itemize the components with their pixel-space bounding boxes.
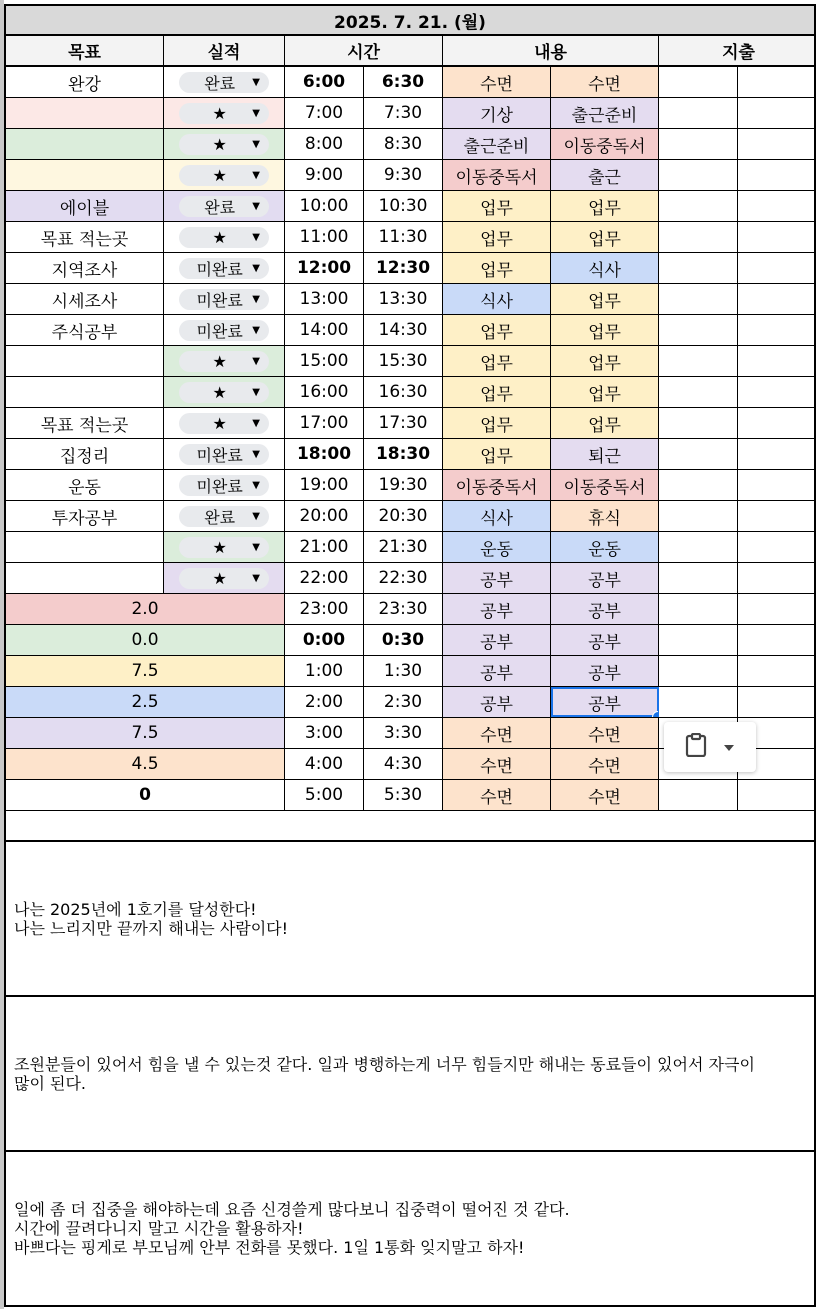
activity-cell[interactable]: 업무: [551, 408, 659, 438]
status-chip-label: 미완료: [196, 259, 243, 279]
expense-cell[interactable]: [659, 67, 738, 97]
status-chip-label: ★: [212, 413, 227, 433]
time-start-cell[interactable]: 9:00: [285, 160, 364, 190]
activity-cell[interactable]: 수면: [551, 718, 659, 748]
status-cell[interactable]: [164, 129, 285, 159]
expense-cell[interactable]: [738, 160, 818, 190]
activity-cell[interactable]: 이동중독서: [551, 129, 659, 159]
dropdown-arrow-icon: ▼: [252, 355, 260, 367]
date-title[interactable]: 2025. 7. 21. (월): [6, 4, 814, 36]
time-end-cell[interactable]: 17:30: [364, 408, 443, 438]
schedule-row: [6, 346, 814, 377]
expense-cell[interactable]: [659, 253, 738, 283]
activity-cell[interactable]: 업무: [551, 346, 659, 376]
activity-cell[interactable]: 업무: [443, 315, 551, 345]
time-end-cell[interactable]: 18:30: [364, 439, 443, 469]
status-cell[interactable]: [164, 98, 285, 128]
goal-cell[interactable]: 운동: [6, 470, 164, 500]
expense-cell[interactable]: [659, 532, 738, 562]
expense-cell[interactable]: [659, 346, 738, 376]
daily-planner-sheet: [4, 4, 816, 1307]
dropdown-arrow-icon: ▼: [252, 231, 260, 243]
expense-cell[interactable]: [738, 563, 818, 593]
expense-cell[interactable]: [659, 439, 738, 469]
status-chip-label: 완료: [204, 197, 236, 217]
schedule-row: [6, 67, 814, 98]
dropdown-arrow-icon: ▼: [252, 417, 260, 429]
expense-cell[interactable]: [738, 656, 818, 686]
status-chip-label: ★: [212, 227, 227, 247]
dropdown-arrow-icon: ▼: [252, 324, 260, 336]
schedule-row: [6, 160, 814, 191]
status-chip-label: ★: [212, 103, 227, 123]
status-chip-label: ★: [212, 165, 227, 185]
goal-cell[interactable]: 시세조사: [6, 284, 164, 314]
activity-cell[interactable]: 수면: [551, 67, 659, 97]
status-dropdown[interactable]: [179, 444, 269, 465]
time-start-cell[interactable]: 12:00: [285, 253, 364, 283]
time-end-cell[interactable]: 16:30: [364, 377, 443, 407]
activity-cell[interactable]: 업무: [551, 284, 659, 314]
status-dropdown[interactable]: [179, 320, 269, 341]
note-text-2: 조원분들이 있어서 힘을 낼 수 있는것 같다. 일과 병행하는게 너무 힘들지만 해내는 동료들이 있어서 자극이 많이 된다.: [14, 1054, 755, 1093]
status-cell[interactable]: [164, 222, 285, 252]
status-chip-label: ★: [212, 134, 227, 154]
total-value-cell[interactable]: 7.5: [6, 656, 285, 686]
expense-cell[interactable]: [659, 98, 738, 128]
time-end-cell[interactable]: 14:30: [364, 315, 443, 345]
activity-cell[interactable]: 공부: [551, 594, 659, 624]
expense-cell[interactable]: [738, 532, 818, 562]
dropdown-arrow-icon: ▼: [252, 510, 260, 522]
goal-cell[interactable]: [6, 532, 164, 562]
status-dropdown[interactable]: [179, 258, 269, 279]
chevron-down-icon: [723, 737, 735, 757]
note-text-3: 일에 좀 더 집중을 해야하는데 요즘 신경쓸게 많다보니 집중력이 떨어진 것 같다. 시간에 끌려다니지 말고 시간을 활용하자! 바쁘다는 핑게로 부모님께 안부 전화를 못했다. 1일 1통화 잊지말고 하자!: [14, 1200, 570, 1257]
status-chip-label: ★: [212, 568, 227, 588]
status-cell[interactable]: [164, 377, 285, 407]
note-cell-2[interactable]: [6, 997, 814, 1152]
time-end-cell[interactable]: 22:30: [364, 563, 443, 593]
goal-cell[interactable]: 에이블: [6, 191, 164, 221]
status-chip-label: 미완료: [196, 290, 243, 310]
time-end-cell[interactable]: 5:30: [364, 780, 443, 810]
status-dropdown[interactable]: [179, 72, 269, 93]
status-cell[interactable]: [164, 470, 285, 500]
status-dropdown[interactable]: [179, 103, 269, 124]
time-start-cell[interactable]: 14:00: [285, 315, 364, 345]
status-chip-label: 완료: [204, 507, 236, 527]
expense-cell[interactable]: [659, 191, 738, 221]
time-start-cell[interactable]: 1:00: [285, 656, 364, 686]
activity-cell[interactable]: 출근준비: [551, 98, 659, 128]
activity-cell[interactable]: 업무: [443, 439, 551, 469]
goal-cell[interactable]: [6, 129, 164, 159]
activity-cell[interactable]: 공부: [443, 656, 551, 686]
schedule-row: [6, 377, 814, 408]
summary-row: [6, 780, 814, 811]
status-dropdown[interactable]: [179, 413, 269, 434]
time-end-cell[interactable]: 7:30: [364, 98, 443, 128]
status-cell[interactable]: [164, 284, 285, 314]
dropdown-arrow-icon: ▼: [252, 262, 260, 274]
status-cell[interactable]: [164, 439, 285, 469]
expense-cell[interactable]: [738, 129, 818, 159]
expense-cell[interactable]: [738, 98, 818, 128]
time-start-cell[interactable]: 21:00: [285, 532, 364, 562]
goal-cell[interactable]: [6, 377, 164, 407]
expense-cell[interactable]: [738, 191, 818, 221]
time-start-cell[interactable]: 10:00: [285, 191, 364, 221]
summary-row: [6, 594, 814, 625]
time-start-cell[interactable]: 0:00: [285, 625, 364, 655]
activity-cell[interactable]: 공부: [551, 625, 659, 655]
empty-row[interactable]: [6, 811, 814, 842]
activity-cell[interactable]: 업무: [443, 377, 551, 407]
dropdown-arrow-icon: ▼: [252, 200, 260, 212]
schedule-row: [6, 408, 814, 439]
activity-cell[interactable]: 업무: [551, 222, 659, 252]
activity-cell[interactable]: 공부: [551, 563, 659, 593]
activity-cell[interactable]: 공부: [443, 563, 551, 593]
activity-cell[interactable]: 이동중독서: [551, 470, 659, 500]
time-start-cell[interactable]: 19:00: [285, 470, 364, 500]
activity-cell[interactable]: 수면: [443, 67, 551, 97]
expense-cell[interactable]: [659, 501, 738, 531]
goal-cell[interactable]: [6, 160, 164, 190]
summary-row: [6, 656, 814, 687]
activity-cell[interactable]: 업무: [443, 253, 551, 283]
time-end-cell[interactable]: 2:30: [364, 687, 443, 717]
goal-cell[interactable]: [6, 346, 164, 376]
status-cell[interactable]: [164, 160, 285, 190]
time-start-cell[interactable]: 13:00: [285, 284, 364, 314]
status-cell[interactable]: [164, 191, 285, 221]
expense-cell[interactable]: [738, 408, 818, 438]
status-dropdown[interactable]: [179, 227, 269, 248]
expense-cell[interactable]: [659, 222, 738, 252]
status-dropdown[interactable]: [179, 506, 269, 527]
expense-cell[interactable]: [738, 315, 818, 345]
schedule-row: [6, 532, 814, 563]
activity-cell[interactable]: 운동: [443, 532, 551, 562]
expense-cell[interactable]: [738, 780, 818, 810]
activity-cell[interactable]: 공부: [551, 656, 659, 686]
total-value-cell[interactable]: 0: [6, 780, 285, 810]
expense-cell[interactable]: [659, 656, 738, 686]
schedule-row: [6, 253, 814, 284]
expense-cell[interactable]: [659, 780, 738, 810]
schedule-row: [6, 315, 814, 346]
goal-cell[interactable]: 목표 적는곳: [6, 222, 164, 252]
activity-cell[interactable]: 업무: [551, 315, 659, 345]
dropdown-arrow-icon: ▼: [252, 541, 260, 553]
summary-row: [6, 625, 814, 656]
status-dropdown[interactable]: [179, 382, 269, 403]
expense-cell[interactable]: [659, 408, 738, 438]
status-dropdown[interactable]: [179, 165, 269, 186]
activity-cell[interactable]: 이동중독서: [443, 470, 551, 500]
status-cell[interactable]: [164, 315, 285, 345]
dropdown-arrow-icon: ▼: [252, 479, 260, 491]
schedule-row: [6, 222, 814, 253]
goal-cell[interactable]: [6, 563, 164, 593]
expense-cell[interactable]: [659, 594, 738, 624]
activity-cell[interactable]: 수면: [443, 749, 551, 779]
time-start-cell[interactable]: 8:00: [285, 129, 364, 159]
time-end-cell[interactable]: 6:30: [364, 67, 443, 97]
schedule-row: [6, 470, 814, 501]
schedule-row: [6, 563, 814, 594]
activity-cell[interactable]: 퇴근: [551, 439, 659, 469]
time-start-cell[interactable]: 2:00: [285, 687, 364, 717]
selected-activity-cell[interactable]: 공부: [551, 687, 659, 717]
header-row: [6, 36, 814, 67]
time-start-cell[interactable]: 18:00: [285, 439, 364, 469]
time-end-cell[interactable]: 4:30: [364, 749, 443, 779]
dropdown-arrow-icon: ▼: [252, 107, 260, 119]
dropdown-arrow-icon: ▼: [252, 293, 260, 305]
schedule-row: [6, 191, 814, 222]
schedule-row: [6, 439, 814, 470]
activity-cell[interactable]: 업무: [443, 191, 551, 221]
time-end-cell[interactable]: 9:30: [364, 160, 443, 190]
time-end-cell[interactable]: 1:30: [364, 656, 443, 686]
time-end-cell[interactable]: 23:30: [364, 594, 443, 624]
paste-options-button[interactable]: [664, 722, 756, 772]
expense-cell[interactable]: [659, 625, 738, 655]
status-chip-label: ★: [212, 351, 227, 371]
total-value-cell[interactable]: 0.0: [6, 625, 285, 655]
expense-cell[interactable]: [738, 501, 818, 531]
time-end-cell[interactable]: 20:30: [364, 501, 443, 531]
time-end-cell[interactable]: 12:30: [364, 253, 443, 283]
status-chip-label: 미완료: [196, 321, 243, 341]
status-cell[interactable]: [164, 346, 285, 376]
status-dropdown[interactable]: [179, 289, 269, 310]
status-cell[interactable]: [164, 408, 285, 438]
activity-cell[interactable]: 출근: [551, 160, 659, 190]
schedule-grid: [6, 67, 814, 811]
expense-cell[interactable]: [738, 439, 818, 469]
time-start-cell[interactable]: 7:00: [285, 98, 364, 128]
time-start-cell[interactable]: 11:00: [285, 222, 364, 252]
total-value-cell[interactable]: 2.5: [6, 687, 285, 717]
time-end-cell[interactable]: 10:30: [364, 191, 443, 221]
time-end-cell[interactable]: 21:30: [364, 532, 443, 562]
status-chip-label: ★: [212, 537, 227, 557]
expense-cell[interactable]: [659, 687, 738, 717]
goal-cell[interactable]: 목표 적는곳: [6, 408, 164, 438]
time-start-cell[interactable]: 4:00: [285, 749, 364, 779]
goal-cell[interactable]: 완강: [6, 67, 164, 97]
time-start-cell[interactable]: 5:00: [285, 780, 364, 810]
activity-cell[interactable]: 공부: [443, 594, 551, 624]
time-end-cell[interactable]: 8:30: [364, 129, 443, 159]
status-cell[interactable]: [164, 67, 285, 97]
summary-row: [6, 687, 814, 718]
status-cell[interactable]: [164, 253, 285, 283]
note-cell-1[interactable]: [6, 842, 814, 997]
expense-cell[interactable]: [659, 563, 738, 593]
expense-cell[interactable]: [738, 594, 818, 624]
activity-cell[interactable]: 출근준비: [443, 129, 551, 159]
time-end-cell[interactable]: 19:30: [364, 470, 443, 500]
activity-cell[interactable]: 공부: [443, 625, 551, 655]
status-cell[interactable]: [164, 501, 285, 531]
status-cell[interactable]: [164, 563, 285, 593]
dropdown-arrow-icon: ▼: [252, 76, 260, 88]
expense-cell[interactable]: [738, 470, 818, 500]
goal-cell[interactable]: 집정리: [6, 439, 164, 469]
total-value-cell[interactable]: 2.0: [6, 594, 285, 624]
time-end-cell[interactable]: 11:30: [364, 222, 443, 252]
expense-cell[interactable]: [659, 129, 738, 159]
time-start-cell[interactable]: 16:00: [285, 377, 364, 407]
clipboard-icon: [685, 733, 707, 762]
time-end-cell[interactable]: 13:30: [364, 284, 443, 314]
schedule-row: [6, 98, 814, 129]
activity-cell[interactable]: 식사: [443, 284, 551, 314]
status-dropdown[interactable]: [179, 134, 269, 155]
status-chip-label: 완료: [204, 73, 236, 93]
activity-cell[interactable]: 공부: [443, 687, 551, 717]
total-value-cell[interactable]: 7.5: [6, 718, 285, 748]
status-chip-label: 미완료: [196, 445, 243, 465]
header-time[interactable]: 시간: [285, 36, 443, 65]
activity-cell[interactable]: 업무: [551, 191, 659, 221]
activity-cell[interactable]: 수면: [443, 718, 551, 748]
status-dropdown[interactable]: [179, 351, 269, 372]
status-dropdown[interactable]: [179, 537, 269, 558]
activity-cell[interactable]: 기상: [443, 98, 551, 128]
schedule-row: [6, 284, 814, 315]
activity-cell[interactable]: 업무: [443, 222, 551, 252]
activity-cell[interactable]: 식사: [443, 501, 551, 531]
dropdown-arrow-icon: ▼: [252, 169, 260, 181]
status-dropdown[interactable]: [179, 196, 269, 217]
expense-cell[interactable]: [659, 377, 738, 407]
expense-cell[interactable]: [659, 160, 738, 190]
dropdown-arrow-icon: ▼: [252, 572, 260, 584]
expense-cell[interactable]: [659, 470, 738, 500]
activity-cell[interactable]: 수면: [551, 749, 659, 779]
dropdown-arrow-icon: ▼: [252, 138, 260, 150]
time-start-cell[interactable]: 20:00: [285, 501, 364, 531]
activity-cell[interactable]: 식사: [551, 253, 659, 283]
status-dropdown[interactable]: [179, 475, 269, 496]
time-start-cell[interactable]: 23:00: [285, 594, 364, 624]
goal-cell[interactable]: 투자공부: [6, 501, 164, 531]
expense-cell[interactable]: [738, 687, 818, 717]
expense-cell[interactable]: [738, 377, 818, 407]
dropdown-arrow-icon: ▼: [252, 448, 260, 460]
activity-cell[interactable]: 휴식: [551, 501, 659, 531]
time-end-cell[interactable]: 3:30: [364, 718, 443, 748]
expense-cell[interactable]: [738, 222, 818, 252]
goal-cell[interactable]: [6, 98, 164, 128]
expense-cell[interactable]: [659, 315, 738, 345]
header-goal[interactable]: 목표: [6, 36, 164, 65]
expense-cell[interactable]: [738, 625, 818, 655]
expense-cell[interactable]: [738, 284, 818, 314]
note-cell-3[interactable]: [6, 1152, 814, 1307]
activity-cell[interactable]: 업무: [443, 408, 551, 438]
time-start-cell[interactable]: 3:00: [285, 718, 364, 748]
activity-cell[interactable]: 수면: [443, 780, 551, 810]
activity-cell[interactable]: 업무: [551, 377, 659, 407]
header-content[interactable]: 내용: [443, 36, 659, 65]
status-chip-label: ★: [212, 382, 227, 402]
status-dropdown[interactable]: [179, 568, 269, 589]
time-start-cell[interactable]: 6:00: [285, 67, 364, 97]
fill-handle[interactable]: [652, 711, 659, 717]
time-start-cell[interactable]: 15:00: [285, 346, 364, 376]
schedule-row: [6, 501, 814, 532]
activity-cell[interactable]: 업무: [443, 346, 551, 376]
activity-cell[interactable]: 운동: [551, 532, 659, 562]
time-end-cell[interactable]: 15:30: [364, 346, 443, 376]
status-cell[interactable]: [164, 532, 285, 562]
header-result[interactable]: 실적: [164, 36, 285, 65]
expense-cell[interactable]: [738, 253, 818, 283]
time-start-cell[interactable]: 22:00: [285, 563, 364, 593]
status-chip-label: 미완료: [196, 476, 243, 496]
time-end-cell[interactable]: 0:30: [364, 625, 443, 655]
schedule-row: [6, 129, 814, 160]
activity-cell[interactable]: 수면: [551, 780, 659, 810]
expense-cell[interactable]: [738, 346, 818, 376]
header-expense[interactable]: 지출: [722, 43, 755, 63]
dropdown-arrow-icon: ▼: [252, 386, 260, 398]
expense-cell[interactable]: [659, 284, 738, 314]
time-start-cell[interactable]: 17:00: [285, 408, 364, 438]
note-text-1: 나는 2025년에 1호기를 달성한다! 나는 느리지만 끝까지 해내는 사람이다!: [14, 899, 289, 938]
goal-cell[interactable]: 지역조사: [6, 253, 164, 283]
goal-cell[interactable]: 주식공부: [6, 315, 164, 345]
expense-cell[interactable]: [738, 67, 818, 97]
activity-cell[interactable]: 이동중독서: [443, 160, 551, 190]
total-value-cell[interactable]: 4.5: [6, 749, 285, 779]
